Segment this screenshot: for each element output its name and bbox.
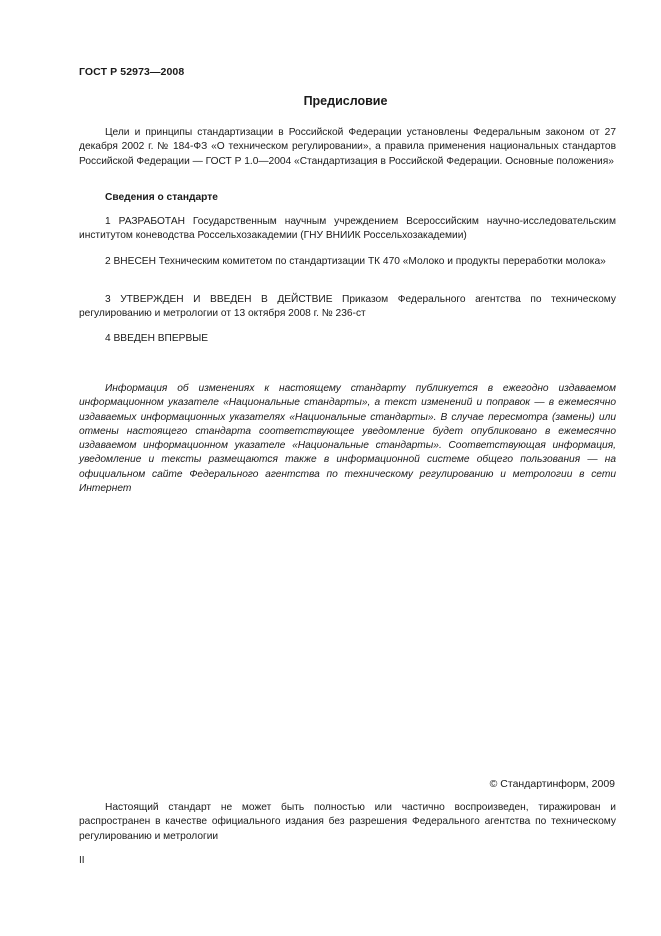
info-item-3: 3 УТВЕРЖДЕН И ВВЕДЕН В ДЕЙСТВИЕ Приказом Федерального агентства по техническому регулированию и метрологии от 13 октября 2008 г. № 236-ст: [79, 294, 616, 320]
info-item-2: 2 ВНЕСЕН Техническим комитетом по стандартизации ТК 470 «Молоко и продукты переработки молока»: [105, 256, 606, 267]
info-item-1: 1 РАЗРАБОТАН Государственным научным учреждением Всероссийским научно-исследовательским институтом коневодства Россельхозакадемии (ГНУ ВНИИК Россельхозакадемии): [79, 216, 616, 242]
page-number: II: [79, 855, 85, 866]
intro-paragraph: Цели и принципы стандартизации в Российской Федерации установлены Федеральным законом от 27 декабря 2002 г. № 184-ФЗ «О техническом регулировании», а правила применения национальных стандартов Российской Федерации — ГОСТ Р 1.0—2004 «Стандартизация в Российской Федерации. Основные положения»: [79, 127, 616, 167]
info-heading: Сведения о стандарте: [105, 192, 218, 203]
amendments-notice: Информация об изменениях к настоящему стандарту публикуется в ежегодно издаваемом информационном указателе «Национальные стандарты», а текст изменений и поправок — в ежемесячно издаваемых информационных указателях «Национальные стандарты». В случае пересмотра (замены) или отмены настоящего стандарта соответствующее уведомление будет опубликовано в ежемесячно издаваемом информационном указателе «Национальные стандарты». Соответствующая информация, уведомление и тексты размещаются также в информационной системе общего пользования — на официальном сайте Федерального агентства по техническому регулированию и метрологии в сети Интернет: [79, 383, 616, 495]
page-title: Предисловие: [303, 94, 388, 108]
reproduction-notice: Настоящий стандарт не может быть полностью или частично воспроизведен, тиражирован и распространен в качестве официального издания без разрешения Федерального агентства по техническому регулированию и метрологии: [79, 802, 616, 842]
document-id: ГОСТ Р 52973—2008: [79, 66, 185, 78]
copyright-line: © Стандартинформ, 2009: [489, 778, 615, 790]
info-item-4: 4 ВВЕДЕН ВПЕРВЫЕ: [105, 333, 209, 344]
